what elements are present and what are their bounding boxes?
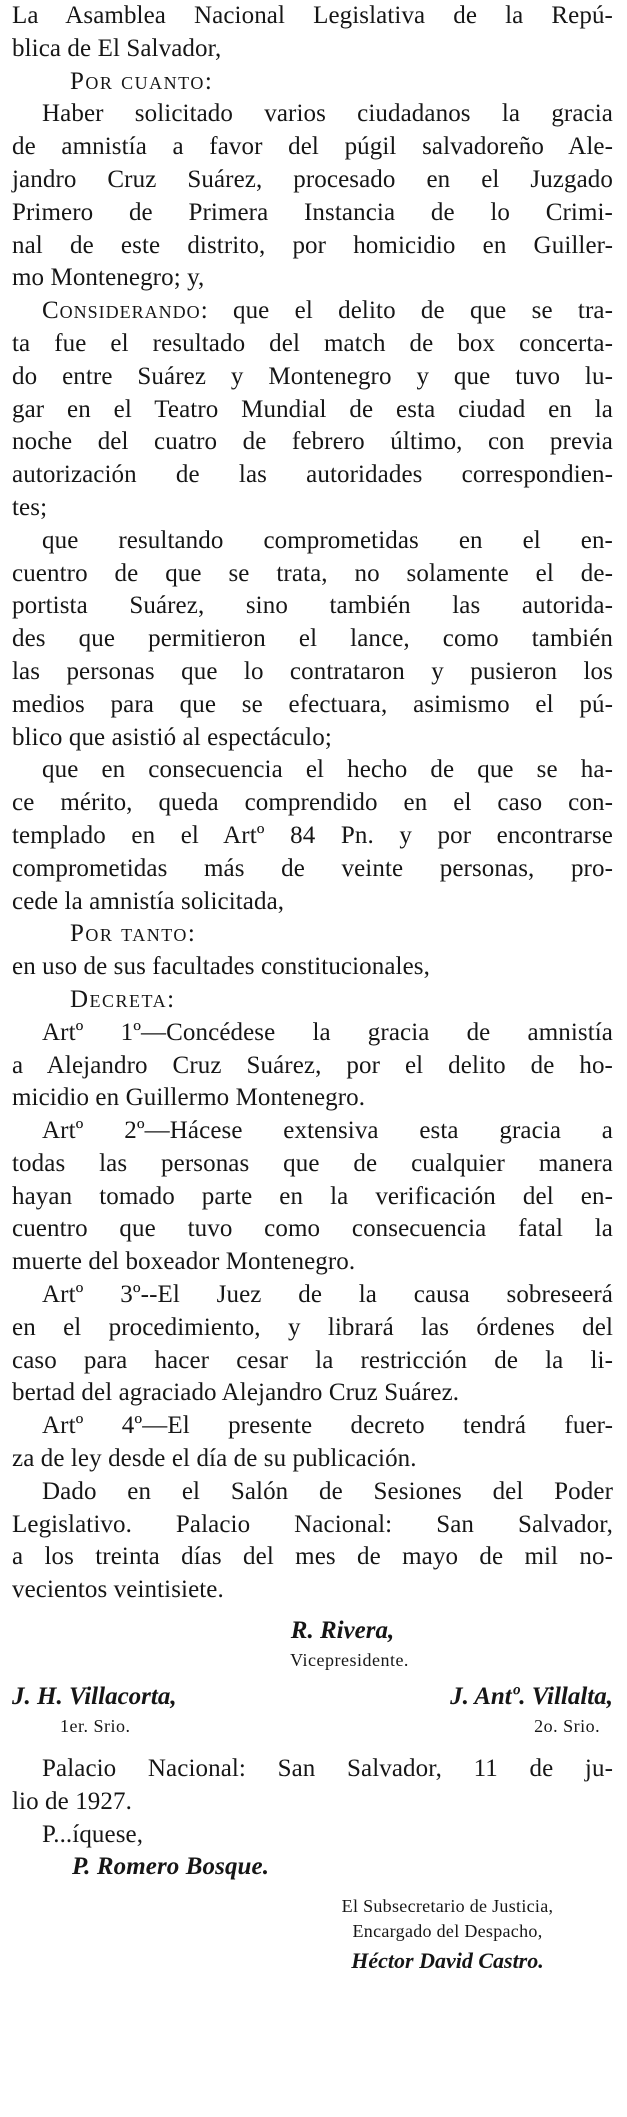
- text-line: templado en el Artº 84 Pn. y por encontrarse: [12, 821, 613, 849]
- subsecretario-signature: [282, 1894, 613, 1976]
- secretary-2-name: J. Antº. Villalta,: [450, 1683, 613, 1711]
- por-tanto-line: en uso de sus facultades constitucionales,: [12, 953, 430, 981]
- text-line: muerte del boxeador Montenegro.: [12, 1248, 356, 1276]
- text-line: micidio en Guillermo Montenegro.: [12, 1084, 366, 1112]
- president-signature: P. Romero Bosque.: [72, 1853, 270, 1881]
- text-line: Artº 1º—Concédese la gracia de amnistía: [42, 1018, 613, 1046]
- que-en-consecuencia-paragraph: [12, 754, 613, 918]
- vicepresident-signature: [72, 1615, 613, 1673]
- text-line: nal de este distrito, por homicidio en Guiller-: [12, 231, 613, 259]
- text-line: Primero de Primera Instancia de lo Crimi-: [12, 198, 613, 226]
- subsecretario-subtitle: Encargado del Despacho,: [352, 1921, 543, 1942]
- article-1: [12, 1017, 613, 1115]
- article-3: [12, 1279, 613, 1410]
- secretary-2-title: 2o. Srio.: [534, 1716, 601, 1737]
- text-line: hayan tomado parte en la verificación del en-: [12, 1182, 613, 1210]
- text-line: Artº 4º—El presente decreto tendrá fuer-: [42, 1412, 613, 1440]
- text-line: vecientos veintisiete.: [12, 1576, 224, 1604]
- heading-por-cuanto: Por cuanto:: [70, 67, 214, 95]
- text-line: [12, 295, 613, 328]
- text-line: blica de El Salvador,: [12, 34, 222, 62]
- secretary-1: [12, 1681, 177, 1739]
- heading-por-tanto: Por tanto:: [70, 920, 197, 948]
- vicepresident-title: Vicepresidente.: [290, 1650, 409, 1671]
- text-line: Dado en el Salón de Sesiones del Poder: [42, 1477, 613, 1505]
- considerando-first-line: : que el delito de que se tra-: [200, 297, 613, 325]
- publiquese-line: P...íquese,: [42, 1820, 144, 1848]
- secretary-1-title: 1er. Srio.: [60, 1716, 131, 1737]
- intro-paragraph: [12, 0, 613, 66]
- palacio-paragraph: [12, 1753, 613, 1819]
- text-line: que resultando comprometidas en el en-: [42, 526, 613, 554]
- article-2: [12, 1115, 613, 1279]
- heading-decreta: Decreta:: [70, 985, 176, 1013]
- text-line: todas las personas que de cualquier manera: [12, 1149, 613, 1177]
- text-line: bertad del agraciado Alejandro Cruz Suárez.: [12, 1379, 460, 1407]
- subsecretario-title: El Subsecretario de Justicia,: [341, 1896, 554, 1917]
- text-line: lio de 1927.: [12, 1787, 132, 1815]
- text-line: La Asamblea Nacional Legislativa de la Repú-: [12, 2, 613, 29]
- text-line: portista Suárez, sino también las autorida-: [12, 592, 613, 620]
- secretaries-signatures: [12, 1681, 613, 1739]
- text-line: jandro Cruz Suárez, procesado en el Juzgado: [12, 165, 613, 193]
- text-line: za de ley desde el día de su publicación.: [12, 1445, 417, 1473]
- text-line: Haber solicitado varios ciudadanos la gracia: [42, 100, 613, 128]
- text-line: blico que asistió al espectáculo;: [12, 723, 332, 751]
- text-line: ce mérito, queda comprendido en el caso con-: [12, 789, 613, 817]
- text-line: mo Montenegro; y,: [12, 264, 205, 292]
- considerando-paragraph: [12, 295, 613, 525]
- text-line: tes;: [12, 493, 48, 521]
- text-line: Legislativo. Palacio Nacional: San Salvador,: [12, 1510, 613, 1538]
- text-line: cede la amnistía solicitada,: [12, 887, 285, 915]
- text-line: cuentro de que se trata, no solamente el de-: [12, 559, 613, 587]
- text-line: do entre Suárez y Montenegro y que tuvo lu-: [12, 362, 613, 390]
- text-line: Artº 3º--El Juez de la causa sobreseerá: [42, 1281, 613, 1309]
- dado-paragraph: [12, 1476, 613, 1607]
- subsecretario-name: Héctor David Castro.: [351, 1948, 544, 1974]
- secretary-2: [450, 1681, 613, 1739]
- article-4: [12, 1410, 613, 1476]
- text-line: de amnistía a favor del púgil salvadoreño Ale-: [12, 133, 613, 161]
- text-line: las personas que lo contrataron y pusieron los: [12, 657, 613, 685]
- text-line: ta fue el resultado del match de box concerta-: [12, 329, 613, 357]
- text-line: que en consecuencia el hecho de que se ha-: [42, 756, 613, 784]
- por-cuanto-paragraph: [12, 98, 613, 295]
- text-line: medios para que se efectuara, asimismo el pú-: [12, 690, 613, 718]
- vicepresident-name: R. Rivera,: [290, 1617, 395, 1645]
- text-line: noche del cuatro de febrero último, con previa: [12, 428, 613, 456]
- text-line: comprometidas más de veinte personas, pro-: [12, 854, 613, 882]
- que-resultando-paragraph: [12, 525, 613, 755]
- text-line: a los treinta días del mes de mayo de mil no-: [12, 1543, 613, 1571]
- secretary-1-name: J. H. Villacorta,: [12, 1683, 177, 1711]
- text-line: en el procedimiento, y librará las órdenes del: [12, 1313, 613, 1341]
- text-line: Palacio Nacional: San Salvador, 11 de ju-: [42, 1755, 613, 1783]
- text-line: a Alejandro Cruz Suárez, por el delito de ho-: [12, 1051, 613, 1079]
- text-line: cuentro que tuvo como consecuencia fatal la: [12, 1215, 613, 1243]
- text-line: Artº 2º—Hácese extensiva esta gracia a: [42, 1117, 613, 1145]
- text-line: autorización de las autoridades correspondien-: [12, 461, 613, 489]
- text-line: des que permitieron el lance, como también: [12, 625, 613, 653]
- text-line: gar en el Teatro Mundial de esta ciudad en la: [12, 395, 613, 423]
- text-line: caso para hacer cesar la restricción de la li-: [12, 1346, 613, 1374]
- considerando-label: Considerando: [42, 297, 201, 325]
